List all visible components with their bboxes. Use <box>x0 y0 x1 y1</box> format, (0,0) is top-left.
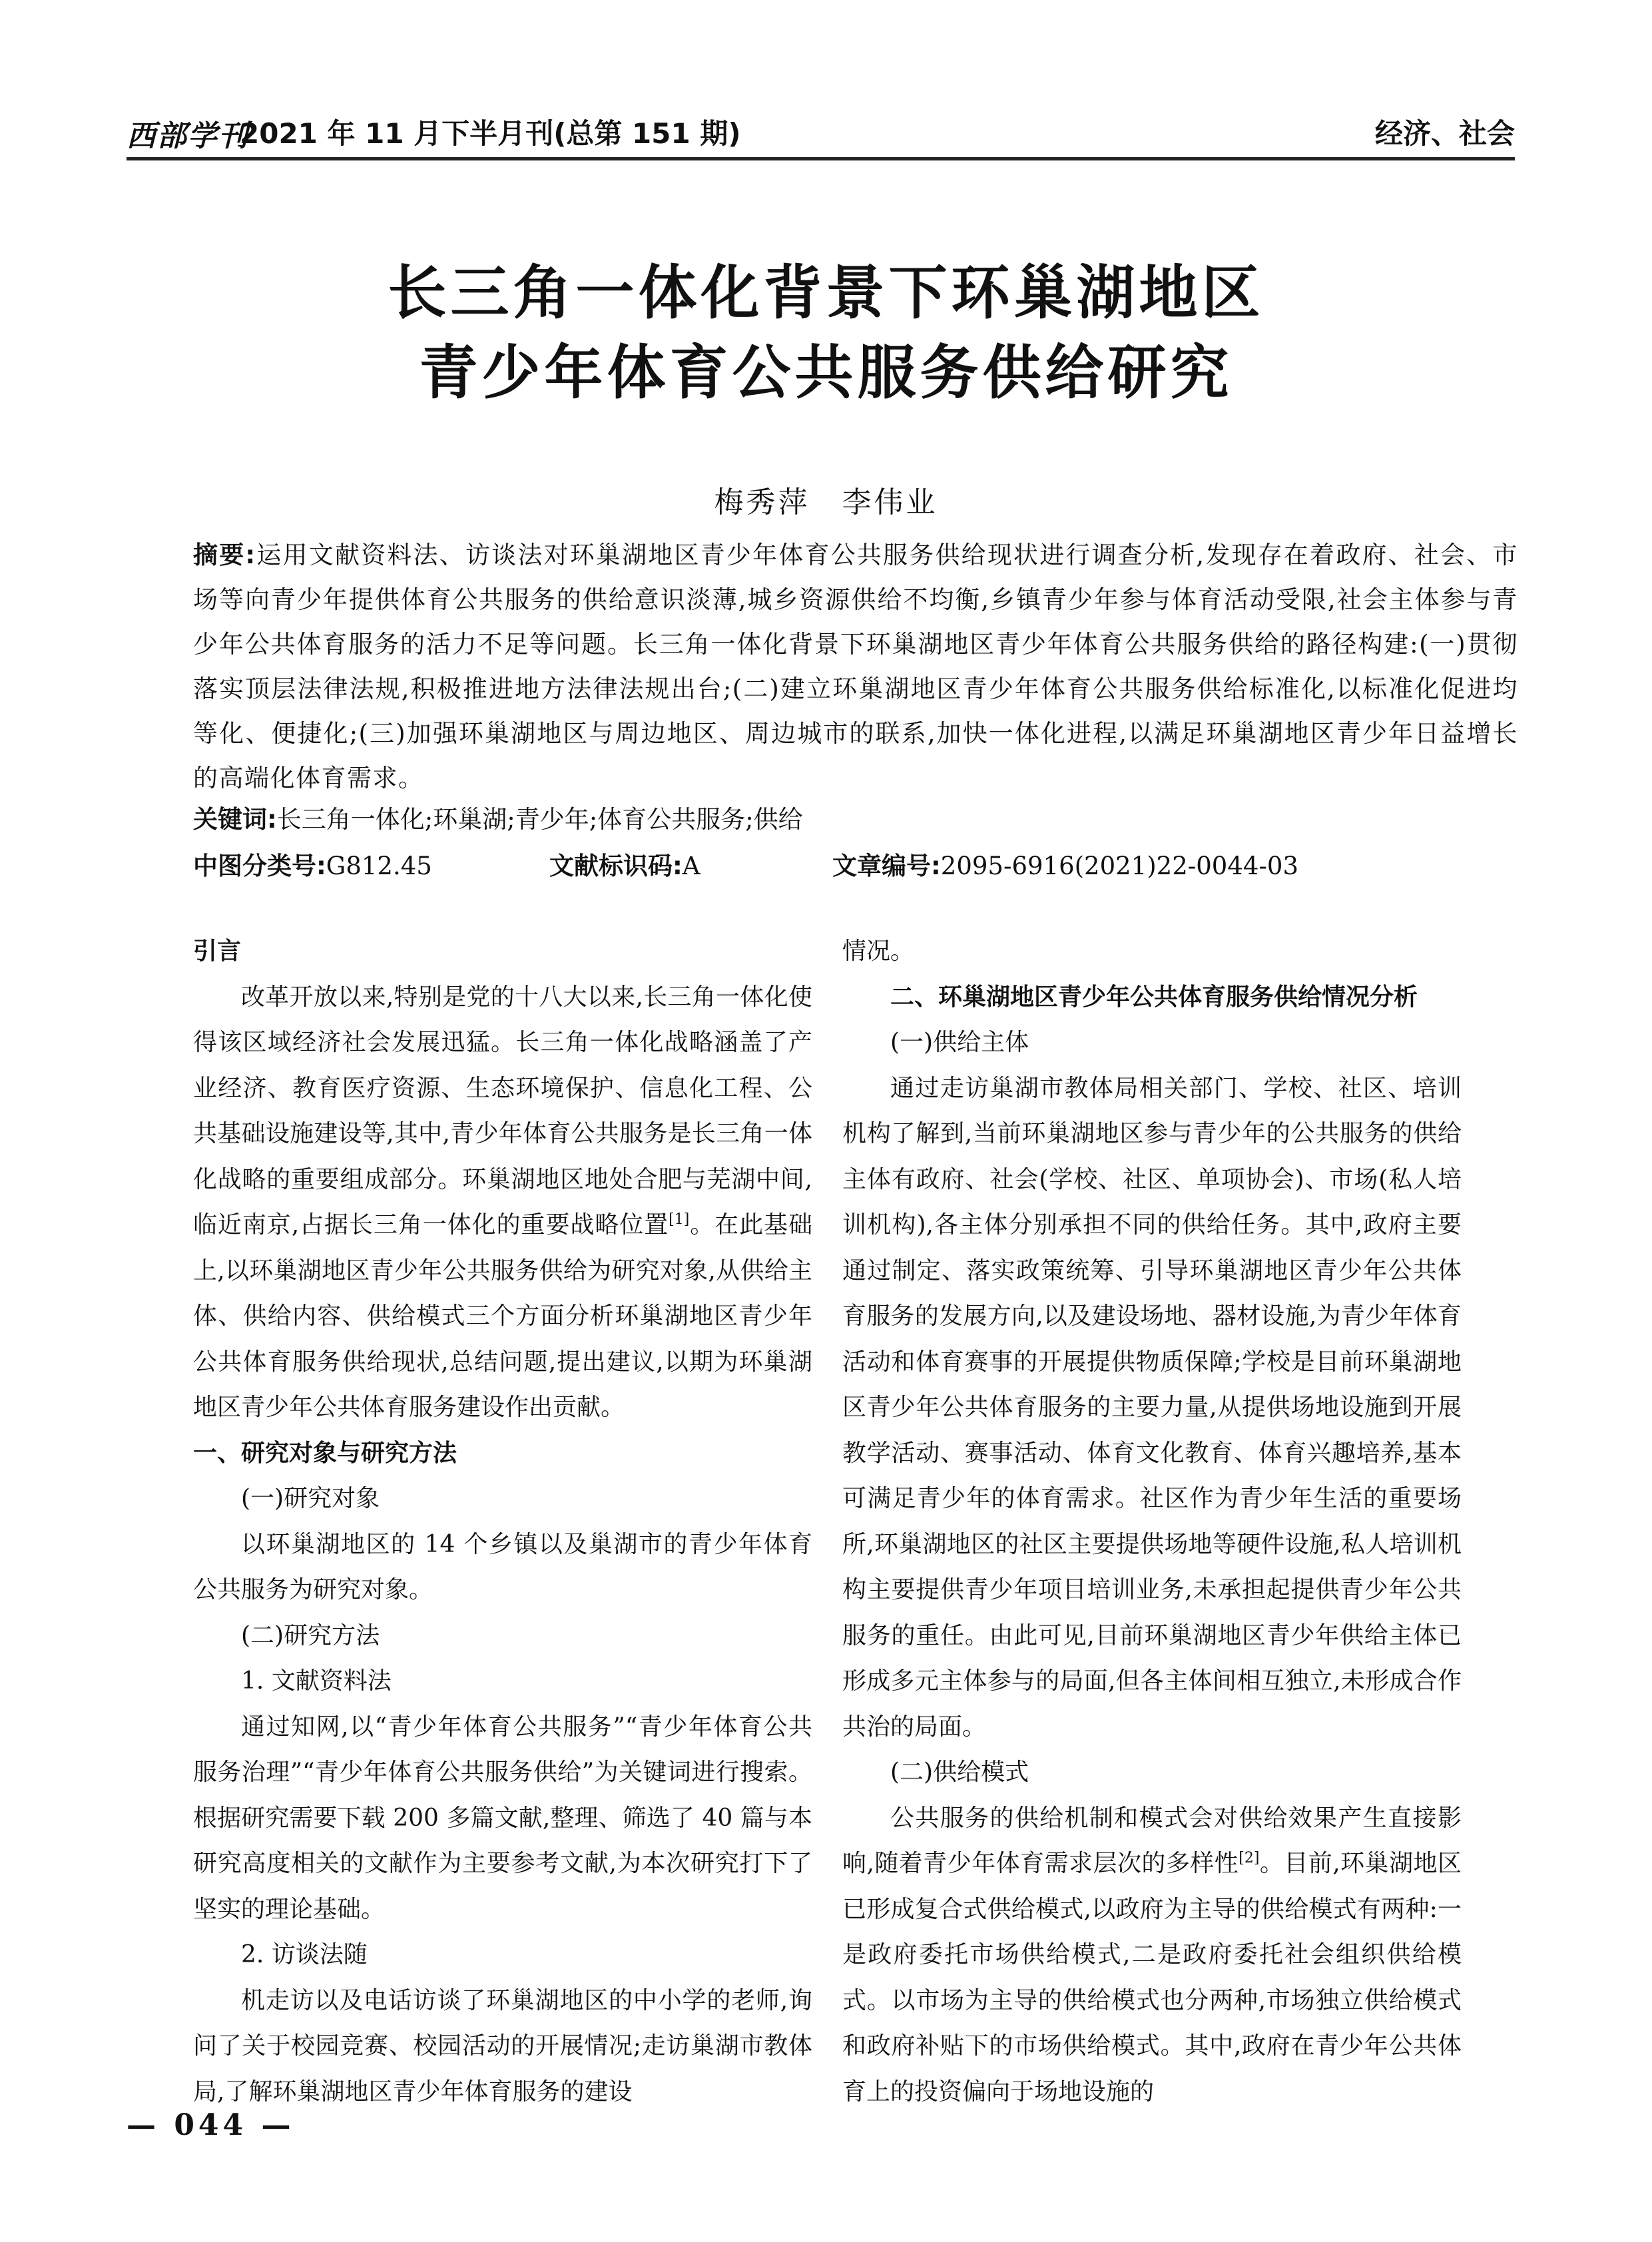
citation-2: [2] <box>1239 1850 1260 1866</box>
title-line-1: 长三角一体化背景下环巢湖地区 <box>388 258 1264 327</box>
title-line-2: 青少年体育公共服务供给研究 <box>419 338 1233 407</box>
section-2-1-paragraph: 通过走访巢湖市教体局相关部门、学校、社区、培训机构了解到,当前环巢湖地区参与青少年的公共服务的供给主体有政府、社会(学校、社区、单项协会)、市场(私人培训机构),各主体分别承担不同的供给任务。其中,政府主要通过制定、落实政策统筹、引导环巢湖地区青少年公共体育服务的发展方向,以及建设场地、器材设施,为青少年体育活动和体育赛事的开展提供物质保障;学校是目前环巢湖地区青少年公共体育服务的主要力量,从提供场地设施到开展教学活动、赛事活动、体育文化教育、体育兴趣培养,基本可满足青少年的体育需求。社区作为青少年生活的重要场所,环巢湖地区的社区主要提供场地等硬件设施,私人培训机构主要提供青少年项目培训业务,未承担起提供青少年公共服务的重任。由此可见,目前环巢湖地区青少年供给主体已形成多元主体参与的局面,但各主体间相互独立,未形成合作共治的局面。 <box>842 1074 1462 1741</box>
clc-value: G812.45 <box>326 852 432 880</box>
method-1-heading: 1. 文献资料法 <box>241 1667 392 1695</box>
intro-paragraph <box>193 975 812 1431</box>
article-number <box>832 846 1298 882</box>
section-2-2-text-a: 公共服务的供给机制和模式会对供给效果产生直接影响,随着青少年体育需求层次的多样性 <box>842 1804 1462 1877</box>
header-rule <box>127 157 1515 160</box>
doc-label: 文献标识码: <box>549 852 683 880</box>
method-2-paragraph: 机走访以及电话访谈了环巢湖地区的中小学的老师,询问了关于校园竞赛、校园活动的开展情况;走访巢湖市教体局,了解环巢湖地区青少年体育服务的建设 <box>193 1986 812 2105</box>
abstract-text: 运用文献资料法、访谈法对环巢湖地区青少年体育公共服务供给现状进行调查分析,发现存在着政府、社会、市场等向青少年提供体育公共服务的供给意识淡薄,城乡资源供给不均衡,乡镇青少年参与体育活动受限,社会主体参与青少年公共体育服务的活力不足等问题。长三角一体化背景下环巢湖地区青少年体育公共服务供给的路径构建:(一)贯彻落实顶层法律法规,积极推进地方法律法规出台;(二)建立环巢湖地区青少年体育公共服务供给标准化,以标准化促进均等化、便捷化;(三)加强环巢湖地区与周边地区、周边城市的联系,加快一体化进程,以满足环巢湖地区青少年日益增长的高端化体育需求。 <box>193 541 1518 792</box>
section-1-1-heading: (一)研究对象 <box>241 1485 380 1512</box>
citation-1: [1] <box>669 1211 690 1228</box>
journal-issue: 2021 年 11 月下半月刊(总第 151 期) <box>240 117 741 150</box>
intro-heading: 引言 <box>193 938 242 965</box>
page-number: — 044 — <box>127 2108 295 2142</box>
article-value: 2095-6916(2021)22-0044-03 <box>940 852 1298 880</box>
page-header <box>127 100 1515 160</box>
section-1-1-paragraph: 以环巢湖地区的 14 个乡镇以及巢湖市的青少年体育公共服务为研究对象。 <box>193 1530 812 1603</box>
section-1-heading: 一、研究对象与研究方法 <box>193 1439 457 1467</box>
intro-text-b: 。在此基础上,以环巢湖地区青少年公共服务供给为研究对象,从供给主体、供给内容、供给模式三个方面分析环巢湖地区青少年公共体育服务供给现状,总结问题,提出建议,以期为环巢湖地区青少年公共体育服务建设作出贡献。 <box>193 1211 812 1421</box>
right-column <box>842 929 1462 2115</box>
section-tag: 经济、社会 <box>1374 117 1515 150</box>
classification-row <box>193 846 1518 886</box>
keywords-text: 长三角一体化;环巢湖;青少年;体育公共服务;供给 <box>276 805 803 834</box>
document-code <box>549 846 700 882</box>
method-2-heading: 2. 访谈法随 <box>241 1941 368 1968</box>
section-2-heading: 二、环巢湖地区青少年公共体育服务供给情况分析 <box>890 983 1418 1011</box>
section-2-2-heading: (二)供给模式 <box>890 1759 1029 1786</box>
doc-value: A <box>682 852 700 880</box>
keywords-label: 关键词: <box>193 805 277 834</box>
article-label: 文章编号: <box>832 852 941 880</box>
keywords <box>193 799 1518 839</box>
section-2-2-text-b: 。目前,环巢湖地区已形成复合式供给模式,以政府为主导的供给模式有两种:一是政府委托市场供给模式,二是政府委托社会组织供给模式。以市场为主导的供给模式也分两种,市场独立供给模式和政府补贴下的市场供给模式。其中,政府在青少年公共体育上的投资偏向于场地设施的 <box>842 1850 1462 2105</box>
continued-text: 情况。 <box>842 938 915 965</box>
abstract <box>193 533 1518 800</box>
abstract-label: 摘要: <box>193 541 256 569</box>
section-2-1-heading: (一)供给主体 <box>890 1029 1029 1056</box>
clc-number <box>193 846 432 882</box>
intro-text-a: 改革开放以来,特别是党的十八大以来,长三角一体化使得该区域经济社会发展迅猛。长三角一体化战略涵盖了产业经济、教育医疗资源、生态环境保护、信息化工程、公共基础设施建设等,其中,青少年体育公共服务是长三角一体化战略的重要组成部分。环巢湖地区地处合肥与芜湖中间,临近南京,占据长三角一体化的重要战略位置 <box>193 983 812 1239</box>
left-column <box>193 929 812 2115</box>
section-1-2-heading: (二)研究方法 <box>241 1621 380 1649</box>
authors: 梅秀萍 李伟业 <box>714 485 938 519</box>
clc-label: 中图分类号: <box>193 852 326 880</box>
journal-logo: 西部学刊 <box>127 119 249 153</box>
section-2-2-paragraph <box>842 1796 1462 2115</box>
method-1-paragraph: 通过知网,以“青少年体育公共服务”“青少年体育公共服务治理”“青少年体育公共服务供给”为关键词进行搜索。根据研究需要下载 200 多篇文献,整理、筛选了 40 篇与本研究高度相关的文献作为主要参考文献,为本次研究打下了坚实的理论基础。 <box>193 1713 812 1923</box>
